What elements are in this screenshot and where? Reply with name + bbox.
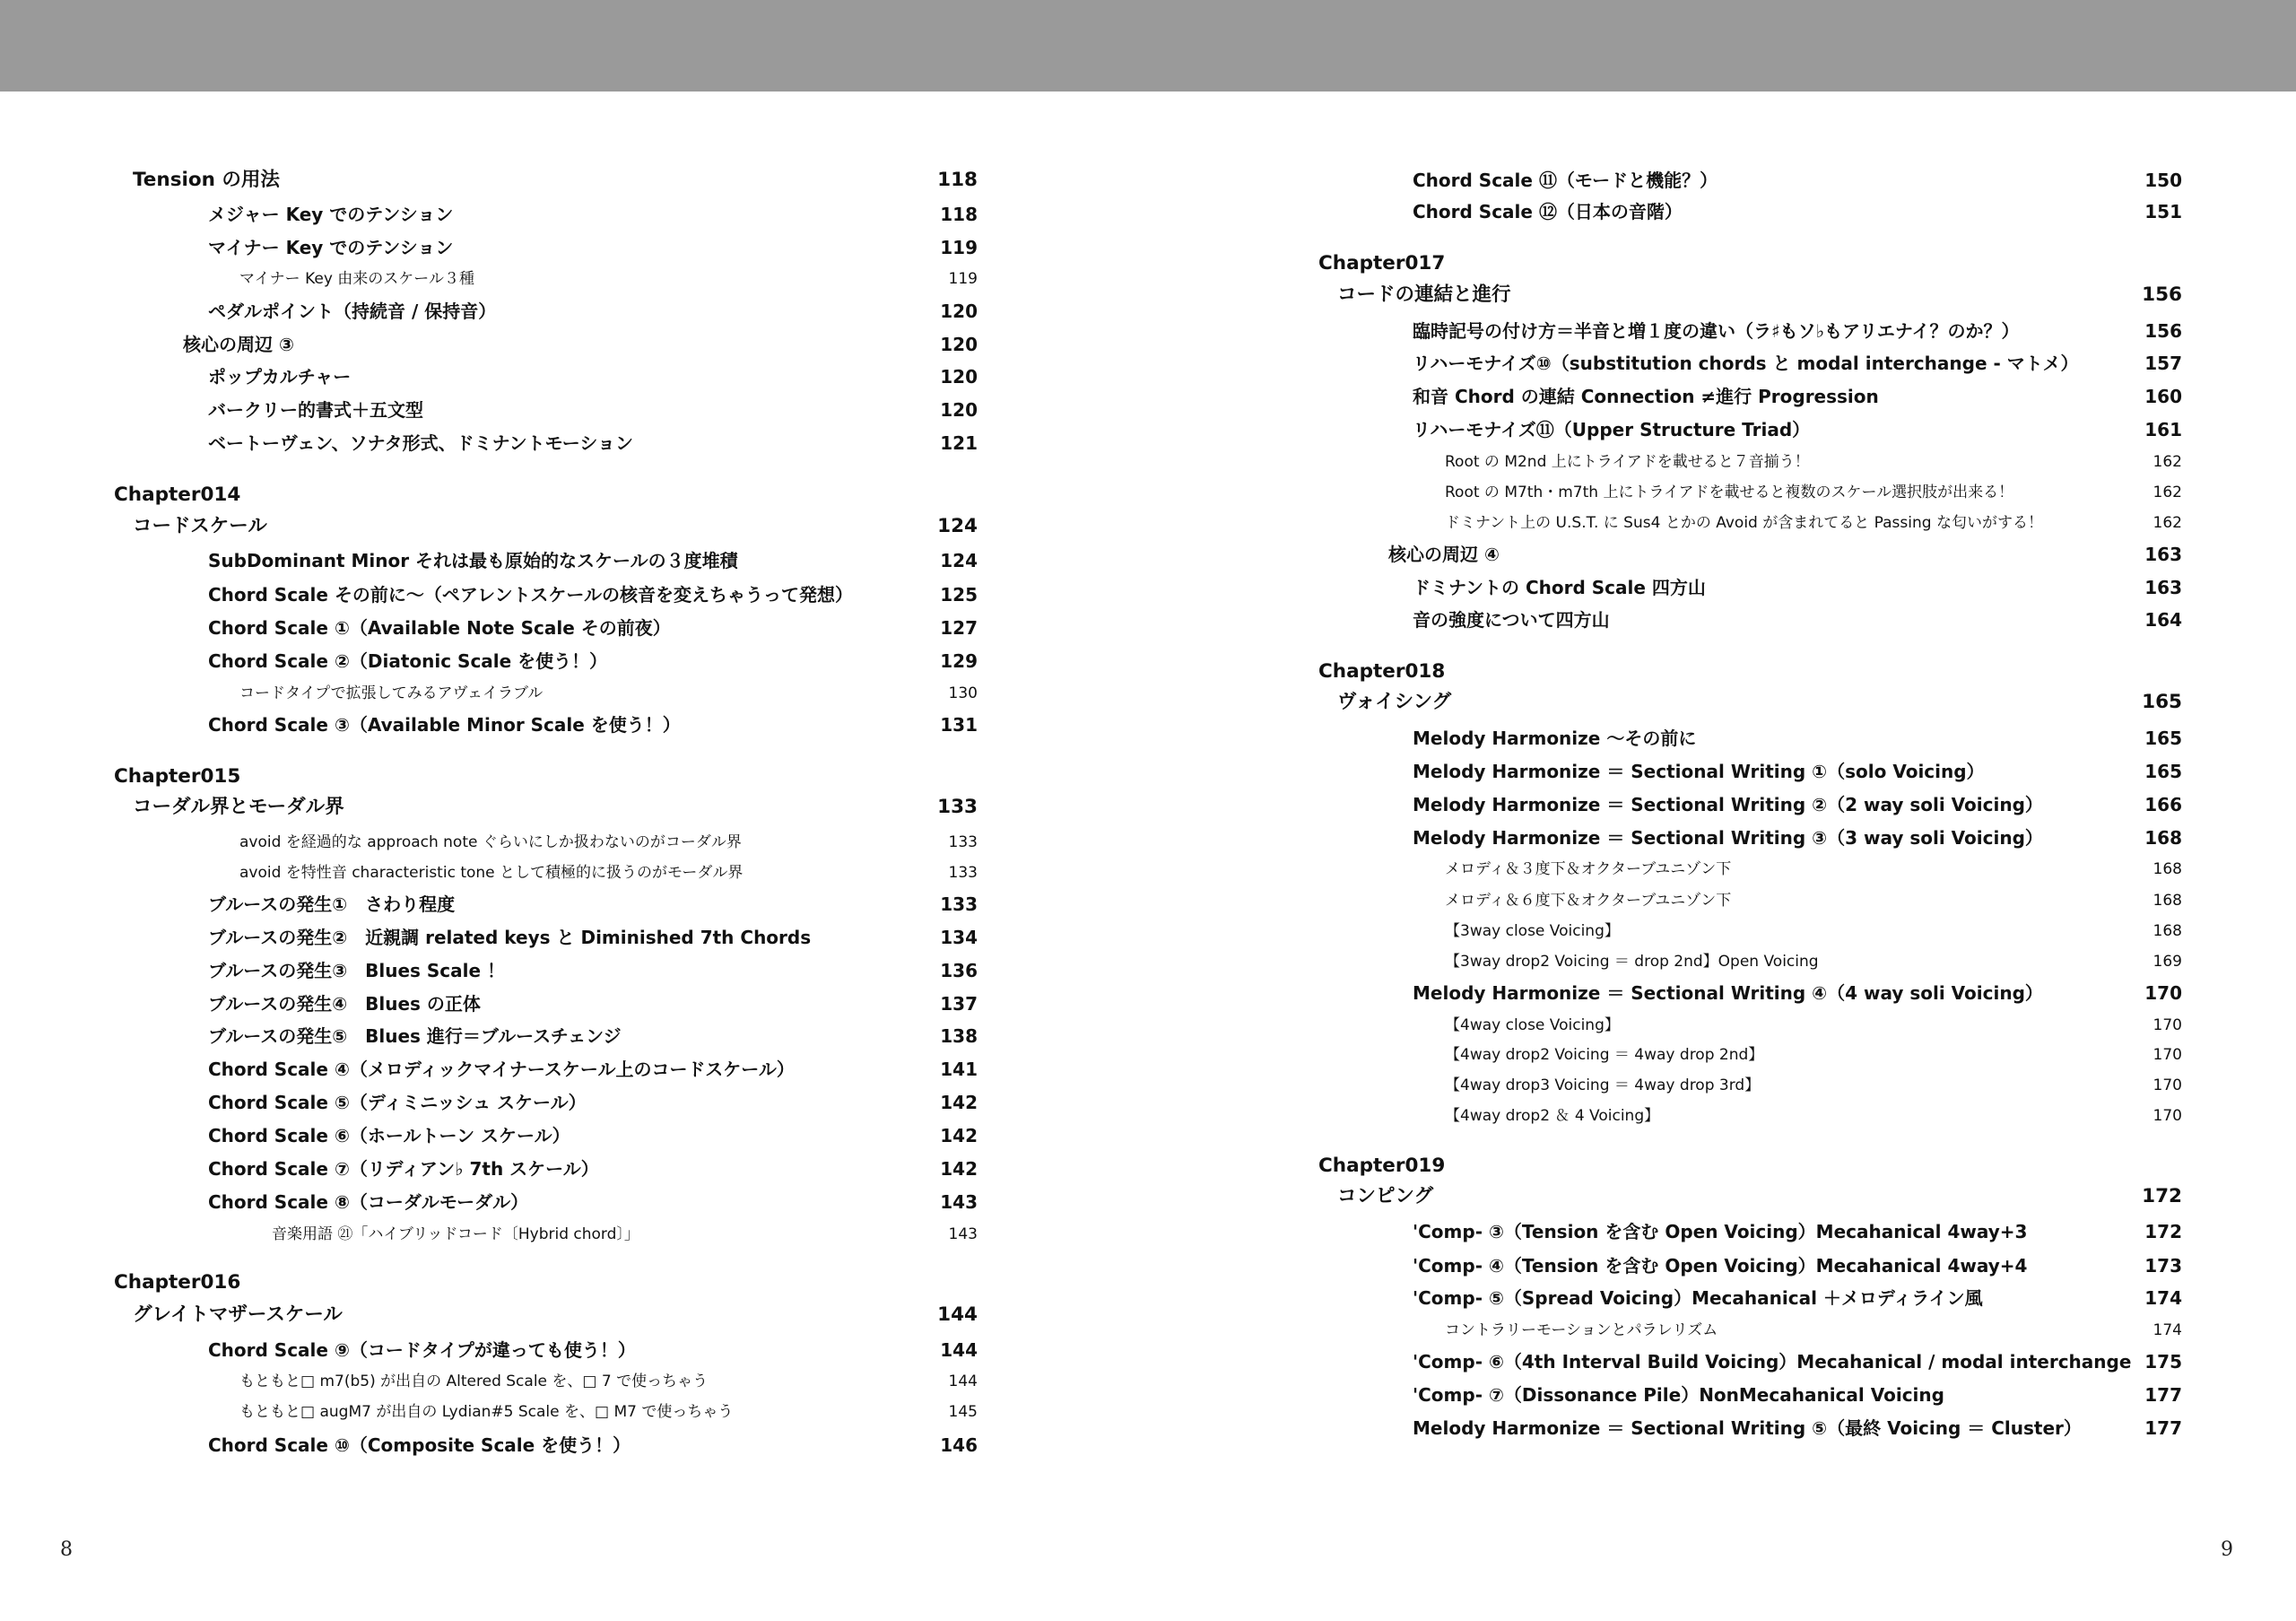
toc-entry-page: 141 [940, 1059, 978, 1080]
toc-entry [208, 955, 978, 986]
toc-entry [114, 762, 978, 792]
toc-entry-page: 125 [940, 584, 978, 606]
toc-entry [1318, 248, 2182, 279]
toc-entry [1445, 854, 2182, 885]
toc-entry-page: 120 [940, 334, 978, 355]
toc-entry-title: Chord Scale ③（Available Minor Scale を使う！） [208, 714, 681, 736]
toc-entry-title: Chord Scale ⑧（コーダルモーダル） [208, 1191, 529, 1213]
toc-entry [1445, 1070, 2182, 1101]
toc-entry-title: 【4way close Voicing】 [1445, 1016, 1620, 1034]
toc-entry-page: 177 [2144, 1384, 2182, 1406]
toc-entry [133, 511, 978, 542]
toc-entry-page: 168 [2152, 892, 2182, 910]
toc-entry [1413, 1283, 2182, 1313]
toc-entry-title: コーダル界とモーダル界 [133, 796, 344, 818]
toc-entry-title: Melody Harmonize 〜その前に [1413, 728, 1697, 749]
toc-entry [1413, 823, 2182, 853]
toc-entry [208, 1335, 978, 1365]
toc-entry [239, 678, 978, 709]
toc-entry [239, 1397, 978, 1427]
toc-entry-title: リハーモナイズ⑩（substitution chords と modal interchange - マトメ） [1413, 353, 2079, 374]
toc-entry-title: Chord Scale ②（Diatonic Scale を使う！） [208, 650, 608, 672]
toc-entry-page: 144 [948, 1373, 978, 1390]
toc-entry-page: 172 [2142, 1185, 2182, 1207]
toc-entry-title: Tension の用法 [133, 169, 280, 191]
toc-entry-title: ブルースの発生① さわり程度 [208, 893, 456, 915]
toc-entry [239, 1366, 978, 1397]
toc-entry [1318, 1151, 2182, 1181]
toc-entry [208, 395, 978, 425]
toc-entry [1413, 196, 2182, 227]
toc-entry [1318, 657, 2182, 687]
toc-entry [1337, 1181, 2182, 1212]
toc-entry-page: 120 [940, 399, 978, 421]
toc-entry-page: 151 [2144, 201, 2182, 222]
toc-entry-title: Chord Scale ⑪（モードと機能？） [1413, 170, 1718, 191]
toc-entry [1413, 572, 2182, 603]
page-number-right: 9 [2221, 1538, 2233, 1561]
toc-entry-title: Chord Scale ①（Available Note Scale その前夜） [208, 617, 671, 639]
toc-entry-title: ヴォイシング [1337, 691, 1452, 713]
toc-entry [208, 1021, 978, 1051]
toc-entry-title: バークリー的書式＋五文型 [208, 399, 423, 421]
toc-entry-page: 160 [2144, 386, 2182, 407]
toc-entry-page: 164 [2144, 609, 2182, 631]
toc-entry-page: 133 [940, 893, 978, 915]
toc-entry-page: 170 [2152, 1046, 2182, 1064]
toc-entry [272, 1219, 978, 1250]
toc-entry-title: Chord Scale ⑥（ホールトーン スケール） [208, 1125, 570, 1146]
toc-entry [1413, 978, 2182, 1008]
toc-entry [1445, 1010, 2182, 1041]
toc-entry-title: コードタイプで拡張してみるアヴェイラブル [239, 684, 544, 702]
toc-entry-title: コンピング [1337, 1185, 1434, 1207]
toc-entry-page: 165 [2144, 761, 2182, 782]
toc-entry-page: 144 [937, 1303, 978, 1326]
toc-entry-title: グレイトマザースケール [133, 1303, 343, 1326]
toc-entry [208, 1154, 978, 1184]
toc-entry [1413, 723, 2182, 754]
toc-entry-title: ブルースの発生③ Blues Scale ！ [208, 960, 506, 981]
toc-entry-page: 143 [948, 1225, 978, 1243]
toc-entry [208, 232, 978, 263]
toc-entry [133, 792, 978, 823]
toc-entry-page: 143 [940, 1191, 978, 1213]
toc-entry-title: ペダルポイント（持続音 / 保持音） [208, 301, 497, 322]
toc-entry-title: マイナー Key でのテンション [208, 237, 454, 258]
toc-entry [239, 858, 978, 888]
toc-entry [114, 480, 978, 510]
toc-entry [1413, 1346, 2182, 1377]
toc-entry [1413, 316, 2182, 346]
toc-entry [1413, 1216, 2182, 1247]
toc-entry-page: 118 [940, 204, 978, 225]
toc-entry [208, 296, 978, 327]
toc-entry-title: Chord Scale ⑫（日本の音階） [1413, 201, 1683, 222]
toc-entry-page: 142 [940, 1158, 978, 1180]
toc-entry-page: 146 [940, 1434, 978, 1456]
toc-entry [1445, 946, 2182, 977]
toc-entry-title: Chapter015 [114, 765, 241, 788]
toc-entry-page: 120 [940, 301, 978, 322]
toc-entry [1445, 1101, 2182, 1131]
toc-entry [208, 889, 978, 919]
toc-entry-title: 【3way close Voicing】 [1445, 922, 1620, 940]
toc-entry-page: 168 [2152, 860, 2182, 878]
toc-entry-title: 臨時記号の付け方＝半音と増１度の違い（ラ♯もソ♭もアリエナイ？のか？） [1413, 320, 2020, 342]
toc-entry-title: ブルースの発生⑤ Blues 進行＝ブルースチェンジ [208, 1025, 622, 1047]
toc-entry [1413, 605, 2182, 635]
toc-entry-page: 165 [2142, 691, 2182, 713]
toc-entry-title: コードスケール [133, 515, 267, 537]
toc-entry-page: 163 [2144, 577, 2182, 598]
toc-entry-title: Chord Scale ⑤（ディミニッシュ スケール） [208, 1092, 587, 1113]
toc-entry [1413, 348, 2182, 379]
toc-entry-title: コードの連結と進行 [1337, 283, 1511, 306]
right-page [1148, 0, 2296, 1621]
toc-entry [114, 1268, 978, 1298]
toc-entry-page: 173 [2144, 1255, 2182, 1277]
toc-entry-title: 'Comp- ③（Tension を含む Open Voicing）Mecahanical 4way+3 [1413, 1221, 2028, 1242]
toc-entry [208, 580, 978, 610]
toc-entry-page: 134 [940, 927, 978, 948]
toc-entry-page: 118 [937, 169, 978, 191]
toc-entry-page: 174 [2144, 1287, 2182, 1309]
toc-entry-page: 162 [2152, 484, 2182, 501]
toc-entry-title: ドミナントの Chord Scale 四方山 [1413, 577, 1706, 598]
toc-entry [239, 827, 978, 858]
toc-entry [208, 646, 978, 676]
toc-entry [1413, 165, 2182, 196]
toc-entry-page: 156 [2142, 283, 2182, 306]
toc-entry-title: ドミナント上の U.S.T. に Sus4 とかの Avoid が含まれてると Passing な匂いがする！ [1445, 514, 2043, 532]
toc-entry-page: 161 [2144, 419, 2182, 440]
toc-entry-page: 119 [948, 270, 978, 288]
toc-entry [208, 989, 978, 1019]
toc-entry-page: 119 [940, 237, 978, 258]
toc-entry [1337, 687, 2182, 718]
toc-entry-title: 核心の周辺 ③ [183, 334, 294, 355]
toc-entry-title: Melody Harmonize ＝ Sectional Writing ②（2 way soli Voicing） [1413, 794, 2043, 815]
toc-entry-title: もともと□ augM7 が出自の Lydian#5 Scale を、□ M7 で使っちゃう [239, 1403, 734, 1421]
toc-entry-title: マイナー Key 由来のスケール３種 [239, 270, 474, 288]
toc-entry [208, 1120, 978, 1151]
toc-entry-title: Chapter016 [114, 1271, 241, 1294]
toc-entry-title: コントラリーモーションとパラレリズム [1445, 1321, 1718, 1339]
toc-entry-page: 131 [940, 714, 978, 736]
toc-entry [1388, 539, 2182, 570]
toc-entry-title: SubDominant Minor それは最も原始的なスケールの３度堆積 [208, 550, 738, 571]
toc-entry-title: メジャー Key でのテンション [208, 204, 454, 225]
toc-entry-title: Melody Harmonize ＝ Sectional Writing ③（3 way soli Voicing） [1413, 827, 2043, 849]
toc-entry [1337, 280, 2182, 310]
toc-entry-title: Chord Scale その前に〜（ペアレントスケールの核音を変えちゃうって発想） [208, 584, 854, 606]
toc-entry-title: Chapter019 [1318, 1155, 1446, 1177]
toc-entry-title: もともと□ m7(b5) が出自の Altered Scale を、□ 7 で使っちゃう [239, 1373, 709, 1390]
toc-entry-page: 130 [948, 684, 978, 702]
toc-entry-title: 核心の周辺 ④ [1388, 544, 1500, 565]
toc-entry-page: 169 [2152, 953, 2182, 971]
toc-entry [208, 545, 978, 576]
toc-entry-page: 129 [940, 650, 978, 672]
toc-entry [208, 710, 978, 740]
toc-entry [1413, 756, 2182, 787]
toc-entry [208, 1430, 978, 1460]
toc-entry-title: ポップカルチャー [208, 366, 352, 388]
toc-entry-title: 'Comp- ⑥（4th Interval Build Voicing）Mecahanical / modal interchange [1413, 1351, 2132, 1373]
toc-entry [1445, 477, 2182, 508]
toc-entry-title: 【4way drop3 Voicing ＝ 4way drop 3rd】 [1445, 1076, 1761, 1094]
toc-entry-page: 142 [940, 1092, 978, 1113]
toc-entry [208, 1187, 978, 1217]
toc-entry-title: 【4way drop2 ＆ 4 Voicing】 [1445, 1107, 1660, 1125]
toc-entry-title: Chapter018 [1318, 660, 1446, 683]
toc-entry [208, 1087, 978, 1118]
toc-entry-page: 127 [940, 617, 978, 639]
toc-entry-title: 【4way drop2 Voicing ＝ 4way drop 2nd】 [1445, 1046, 1764, 1064]
toc-entry-title: 'Comp- ④（Tension を含む Open Voicing）Mecahanical 4way+4 [1413, 1255, 2028, 1277]
toc-entry-page: 162 [2152, 514, 2182, 532]
toc-entry-page: 170 [2144, 982, 2182, 1004]
toc-entry-title: Melody Harmonize ＝ Sectional Writing ④（4 way soli Voicing） [1413, 982, 2043, 1004]
toc-entry [208, 1054, 978, 1085]
toc-entry [183, 329, 978, 360]
toc-entry-page: 150 [2144, 170, 2182, 191]
toc-entry-title: 音の強度について四方山 [1413, 609, 1610, 631]
toc-entry-page: 133 [948, 864, 978, 882]
toc-entry [208, 922, 978, 953]
toc-entry-page: 163 [2144, 544, 2182, 565]
toc-entry-page: 172 [2144, 1221, 2182, 1242]
toc-entry-page: 177 [2144, 1417, 2182, 1439]
toc-entry-page: 170 [2152, 1016, 2182, 1034]
toc-entry-title: メロディ＆３度下＆オクターブユニゾン下 [1445, 860, 1732, 878]
toc-entry-page: 156 [2144, 320, 2182, 342]
toc-entry-page: 136 [940, 960, 978, 981]
toc-entry-page: 162 [2152, 453, 2182, 471]
toc-entry-title: 音楽用語 ㉑「ハイブリッドコード〔Hybrid chord〕」 [272, 1225, 639, 1243]
page-number-left: 8 [60, 1538, 73, 1561]
toc-entry-title: リハーモナイズ⑪（Upper Structure Triad） [1413, 419, 1811, 440]
toc-entry [1413, 1251, 2182, 1281]
toc-entry [1445, 447, 2182, 477]
toc-entry-page: 168 [2152, 922, 2182, 940]
toc-entry-page: 133 [948, 833, 978, 851]
toc-entry-title: avoid を特性音 characteristic tone として積極的に扱うのがモーダル界 [239, 864, 744, 882]
toc-entry-page: 157 [2144, 353, 2182, 374]
toc-entry [133, 1300, 978, 1330]
toc-entry [1445, 885, 2182, 916]
toc-entry-title: Root の M2nd 上にトライアドを載せると７音揃う！ [1445, 453, 1810, 471]
toc-entry [1413, 414, 2182, 445]
toc-entry-page: 174 [2152, 1321, 2182, 1339]
toc-entry [208, 199, 978, 230]
toc-entry-page: 175 [2144, 1351, 2182, 1373]
toc-entry-title: ブルースの発生② 近親調 related keys と Diminished 7th Chords [208, 927, 812, 948]
toc-entry-title: Chapter014 [114, 484, 241, 506]
toc-entry-page: 133 [937, 796, 978, 818]
toc-entry-title: Melody Harmonize ＝ Sectional Writing ⑤（最終 Voicing ＝ Cluster） [1413, 1417, 2082, 1439]
toc-entry [1413, 1413, 2182, 1443]
toc-entry-title: ブルースの発生④ Blues の正体 [208, 993, 481, 1015]
toc-entry-page: 121 [940, 432, 978, 454]
toc-entry-page: 124 [937, 515, 978, 537]
toc-entry-title: Chord Scale ⑨（コードタイプが違っても使う！） [208, 1339, 636, 1361]
toc-entry-title: 【3way drop2 Voicing ＝ drop 2nd】Open Voicing [1445, 953, 1819, 971]
toc-entry-title: ベートーヴェン、ソナタ形式、ドミナントモーション [208, 432, 633, 454]
toc-entry [1445, 508, 2182, 538]
toc-entry-page: 165 [2144, 728, 2182, 749]
toc-entry [239, 264, 978, 294]
toc-entry [1413, 1380, 2182, 1410]
toc-entry-page: 138 [940, 1025, 978, 1047]
toc-entry-title: Chapter017 [1318, 252, 1446, 275]
toc-entry-title: Chord Scale ④（メロディックマイナースケール上のコードスケール） [208, 1059, 795, 1080]
toc-entry-title: 'Comp- ⑤（Spread Voicing）Mecahanical ＋メロディライン風 [1413, 1287, 1983, 1309]
toc-entry [133, 165, 978, 196]
toc-entry-title: Melody Harmonize ＝ Sectional Writing ①（solo Voicing） [1413, 761, 1985, 782]
toc-entry-title: メロディ＆６度下＆オクターブユニゾン下 [1445, 892, 1732, 910]
toc-entry-page: 120 [940, 366, 978, 388]
toc-entry-title: 'Comp- ⑦（Dissonance Pile）NonMecahanical Voicing [1413, 1384, 1944, 1406]
toc-entry-title: 和音 Chord の連結 Connection ≠進行 Progression [1413, 386, 1879, 407]
toc-entry-page: 168 [2144, 827, 2182, 849]
toc-entry-title: Root の M7th・m7th 上にトライアドを載せると複数のスケール選択肢が出来る！ [1445, 484, 2014, 501]
toc-entry-page: 170 [2152, 1107, 2182, 1125]
toc-entry [1445, 916, 2182, 946]
toc-entry [208, 362, 978, 392]
toc-entry [208, 613, 978, 643]
toc-entry-title: Chord Scale ⑩（Composite Scale を使う！） [208, 1434, 631, 1456]
toc-entry [1413, 381, 2182, 412]
toc-entry [1445, 1040, 2182, 1070]
toc-entry-page: 166 [2144, 794, 2182, 815]
toc-entry [208, 428, 978, 458]
toc-entry-page: 145 [948, 1403, 978, 1421]
toc-entry [1445, 1315, 2182, 1346]
toc-entry [1413, 789, 2182, 820]
toc-entry-title: Chord Scale ⑦（リディアン♭ 7th スケール） [208, 1158, 599, 1180]
toc-entry-page: 142 [940, 1125, 978, 1146]
toc-entry-title: avoid を経過的な approach note ぐらいにしか扱わないのがコーダル界 [239, 833, 742, 851]
toc-entry-page: 170 [2152, 1076, 2182, 1094]
toc-entry-page: 137 [940, 993, 978, 1015]
toc-entry-page: 124 [940, 550, 978, 571]
toc-entry-page: 144 [940, 1339, 978, 1361]
